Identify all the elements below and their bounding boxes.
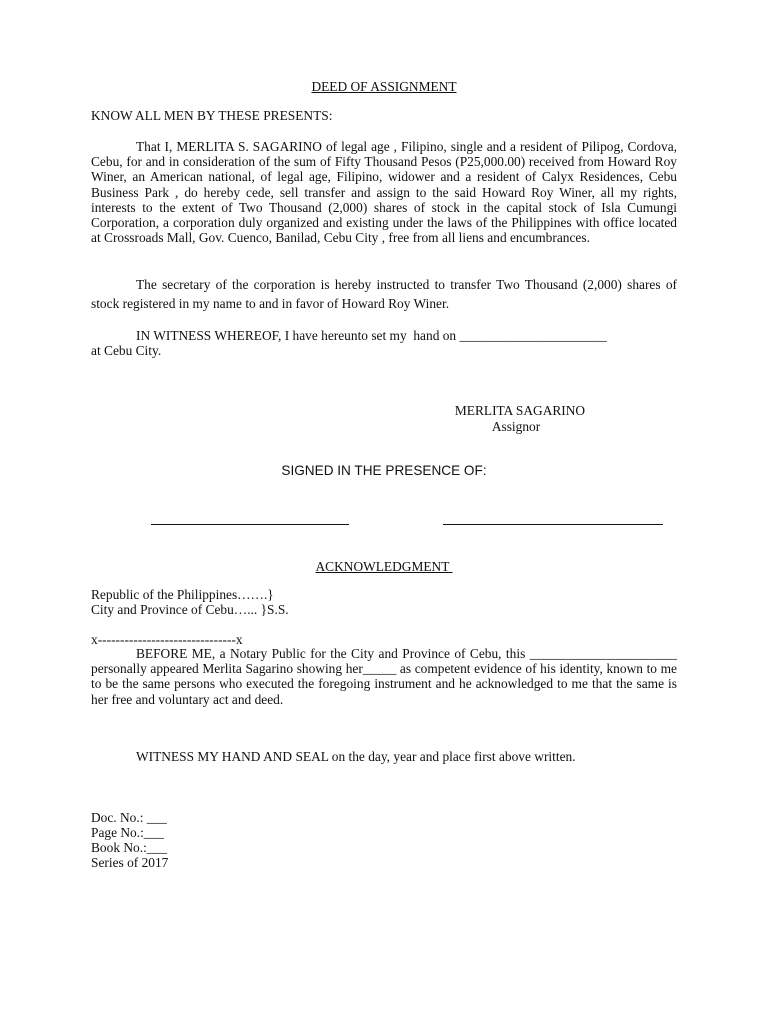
witness-signature-line-2 (443, 524, 663, 525)
separator-line: x-------------------------------x (91, 632, 243, 647)
witness-signature-line-1 (151, 524, 349, 525)
venue-line-1: Republic of the Philippines…….} (91, 587, 274, 602)
book-no: Book No.:___ (91, 840, 167, 855)
witness-seal-line: WITNESS MY HAND AND SEAL on the day, year and place first above written. (136, 749, 576, 764)
before-me-paragraph: BEFORE ME, a Notary Public for the City and Province of Cebu, this ______________________ personally appeared Merlita Sagarino showing her_____ as competent evidence of his identity, known to me to be the same persons who executed the foregoing instrument and he acknowledged to me that the same is her free and voluntary act and deed. (91, 646, 677, 707)
assignor-role: Assignor (491, 419, 541, 434)
deed-paragraph-2: The secretary of the corporation is hereby instructed to transfer Two Thousand (2,000) shares of stock registered in my name to and in favor of Howard Roy Winer. (91, 277, 677, 311)
deed-title: DEED OF ASSIGNMENT (311, 79, 457, 94)
page-no: Page No.:___ (91, 825, 164, 840)
salutation: KNOW ALL MEN BY THESE PRESENTS: (91, 108, 333, 123)
series-year: Series of 2017 (91, 855, 169, 870)
witness-whereof-line: IN WITNESS WHEREOF, I have hereunto set my hand on ______________________ (136, 328, 607, 343)
witness-place: at Cebu City. (91, 343, 162, 358)
doc-no: Doc. No.: ___ (91, 810, 167, 825)
venue-line-2: City and Province of Cebu…... }S.S. (91, 602, 289, 617)
assignor-name: MERLITA SAGARINO (454, 403, 586, 418)
acknowledgment-title: ACKNOWLEDGMENT (315, 559, 453, 574)
signed-presence-heading: SIGNED IN THE PRESENCE OF: (281, 463, 487, 478)
deed-paragraph-1: That I, MERLITA S. SAGARINO of legal age , Filipino, single and a resident of Pilipog, Cordova, Cebu, for and in consideration of the sum of Fifty Thousand Pesos (P25,000.00) received from Howard Roy Winer, an American national, of legal age, Filipino, widower and a resident of Calyx Residences, Cebu Business Park , do hereby cede, sell transfer and assign to the said Howard Roy Winer, all my rights, interests to the extent of Two Thousand (2,000) shares of stock in the capital stock of Isla Cumungi Corporation, a corporation duly organized and existing under the laws of the Philippines with office located at Crossroads Mall, Gov. Cuenco, Banilad, Cebu City , free from all liens and encumbrances. (91, 139, 677, 246)
